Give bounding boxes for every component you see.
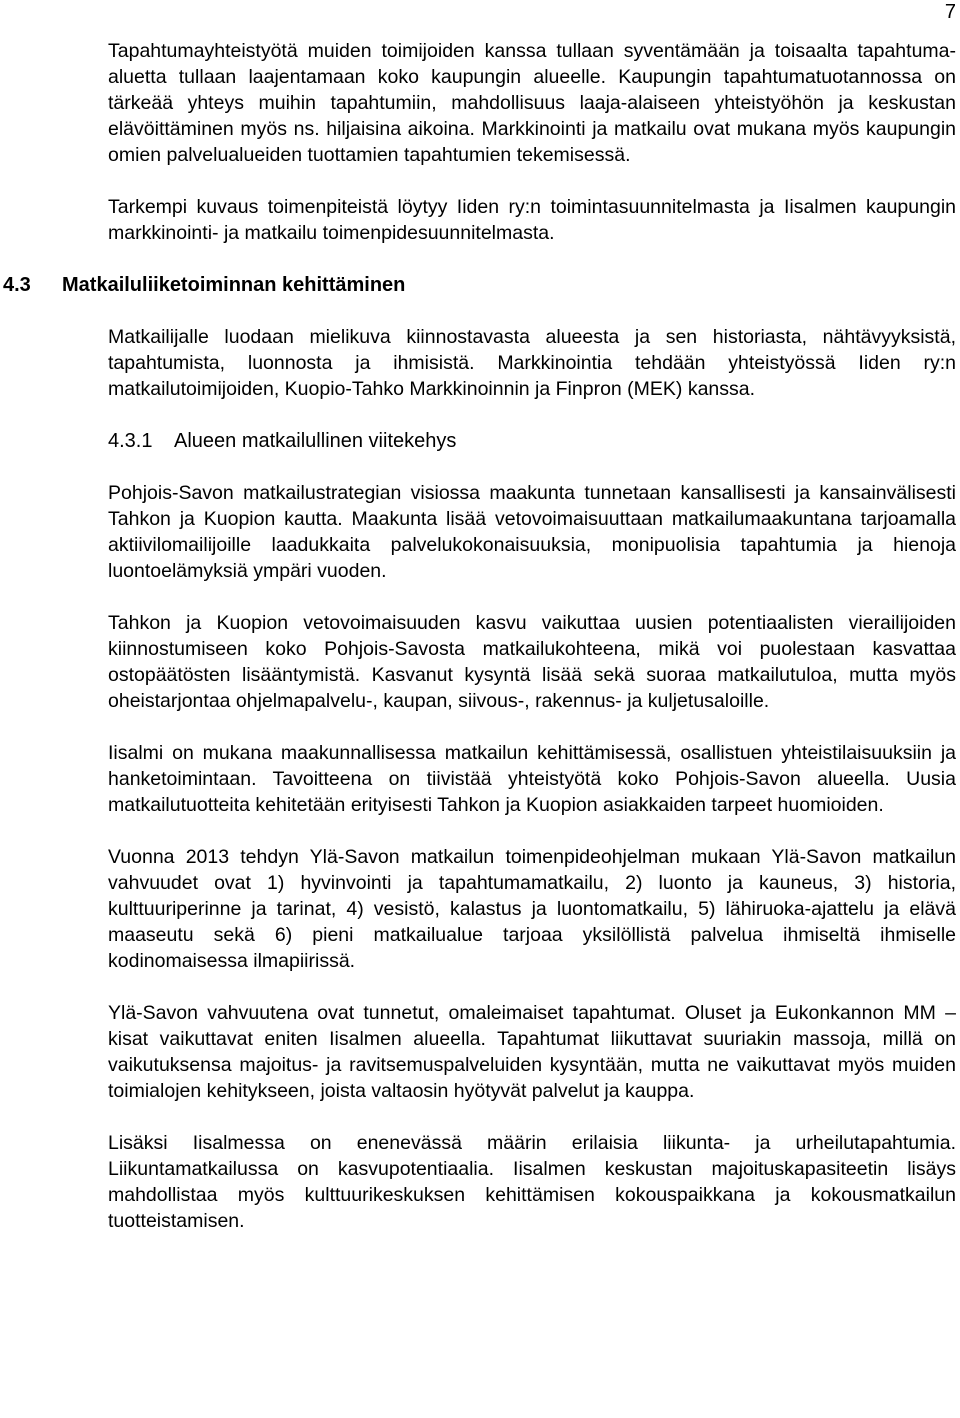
section-title: Matkailuliiketoiminnan kehittäminen: [62, 274, 406, 296]
paragraph-events-cooperation: Tapahtumayhteistyötä muiden toimijoiden kanssa tullaan syventämään ja toisaalta tapahtuma-aluetta tullaan laajentamaan koko kaupungin alueelle. Kaupungin tapahtumatuotannossa on tärkeää yhteys muihin tapahtumiin, mahdollisuus laaja-alaiseen yhteistyöhön ja keskustan elävöittäminen myös ns. hiljaisina aikoina. Markkinointi ja matkailu ovat mukana myös kaupungin omien palvelualueiden tuottamien tapahtumien tekemisessä.: [108, 40, 956, 166]
paragraph-section-intro: Matkailijalle luodaan mielikuva kiinnostavasta alueesta ja sen historiasta, nähtävyyksistä, tapahtumista, luonnosta ja ihmisistä. Markkinointia tehdään yhteistyössä Iiden ry:n matkailutoimijoiden, Kuopio-Tahko Markkinoinnin ja Finpron (MEK) kanssa.: [108, 326, 956, 400]
document-body: [3, 38, 956, 1260]
paragraph-attractiveness-growth: Tahkon ja Kuopion vetovoimaisuuden kasvu vaikuttaa uusien potentiaalisten vierailijoiden kiinnostumiseen koko Pohjois-Savosta matkailukohteena, mikä voi puolestaan kasvattaa ostopäätösten lisääntymistä. Kasvanut kysyntä lisää sekä suoraa matkailutuloa, mutta myös oheistarjontaa ohjelmapalvelu-, kaupan, siivous-, rakennus- ja kuljetusaloille.: [108, 612, 956, 712]
paragraph-iisalmi-participation: Iisalmi on mukana maakunnallisessa matkailun kehittämisessä, osallistuen yhteistilaisuuksiin ja hanketoimintaan. Tavoitteena on tiivistää yhteistyötä koko Pohjois-Savon alueella. Uusia matkailutuotteita kehitetään erityisesti Tahkon ja Kuopion asiakkaiden tarpeet huomioiden.: [108, 742, 956, 816]
subsection-title: Alueen matkailullinen viitekehys: [174, 430, 457, 452]
paragraph-action-plan-reference: Tarkempi kuvaus toimenpiteistä löytyy Iiden ry:n toimintasuunnitelmasta ja Iisalmen kaupungin markkinointi- ja matkailu toimenpidesuunnitelmasta.: [108, 196, 956, 244]
page-number: 7: [944, 1, 956, 23]
section-heading: [0, 272, 956, 298]
section-number: 4.3: [3, 274, 31, 296]
paragraph-regional-strategy: Pohjois-Savon matkailustrategian visiossa maakunta tunnetaan kansallisesti ja kansainvälisesti Tahkon ja Kuopion kautta. Maakunta lisää vetovoimaisuuttaan matkailumaakuntana tarjoamalla aktiivilomailijoille laadukkaita palvelukokonaisuuksia, monipuolisia tapahtumia ja hienoja luontoelämyksiä ympäri vuoden.: [108, 482, 956, 582]
paragraph-yla-savo-strengths: Vuonna 2013 tehdyn Ylä-Savon matkailun toimenpideohjelman mukaan Ylä-Savon matkailun vahvuudet ovat 1) hyvinvointi ja tapahtumamatkailu, 2) luonto ja kauneus, 3) historia, kulttuuriperinne ja tarinat, 4) vesistö, kalastus ja luontomatkailu, 5) lähiruoka-ajattelu ja elävä maaseutu sekä 6) pieni matkailualue tarjoaa yksilöllistä palvelua ihmiseltä ihmiselle kodinomaisessa ilmapiirissä.: [108, 846, 956, 972]
subsection-number: 4.3.1: [108, 430, 153, 452]
subsection-heading: [108, 428, 956, 454]
paragraph-sports-events: Lisäksi Iisalmessa on enenevässä määrin erilaisia liikunta- ja urheilutapahtumia. Liikuntamatkailussa on kasvupotentiaalia. Iisalmen keskustan majoituskapasiteetin lisäys mahdollistaa myös kulttuurikeskuksen kehittämisen kokouspaikkana ja kokousmatkailun tuotteistamisen.: [108, 1132, 956, 1232]
paragraph-events-strength: Ylä-Savon vahvuutena ovat tunnetut, omaleimaiset tapahtumat. Oluset ja Eukonkannon MM –kisat vaikuttavat eniten Iisalmen alueella. Tapahtumat liikuttavat suuriakin massoja, millä on vaikutuksensa majoitus- ja ravitsemuspalveluiden kysyntään, mutta ne vaikuttavat myös muiden toimialojen kehitykseen, joista valtaosin hyötyvät palvelut ja kauppa.: [108, 1002, 956, 1102]
